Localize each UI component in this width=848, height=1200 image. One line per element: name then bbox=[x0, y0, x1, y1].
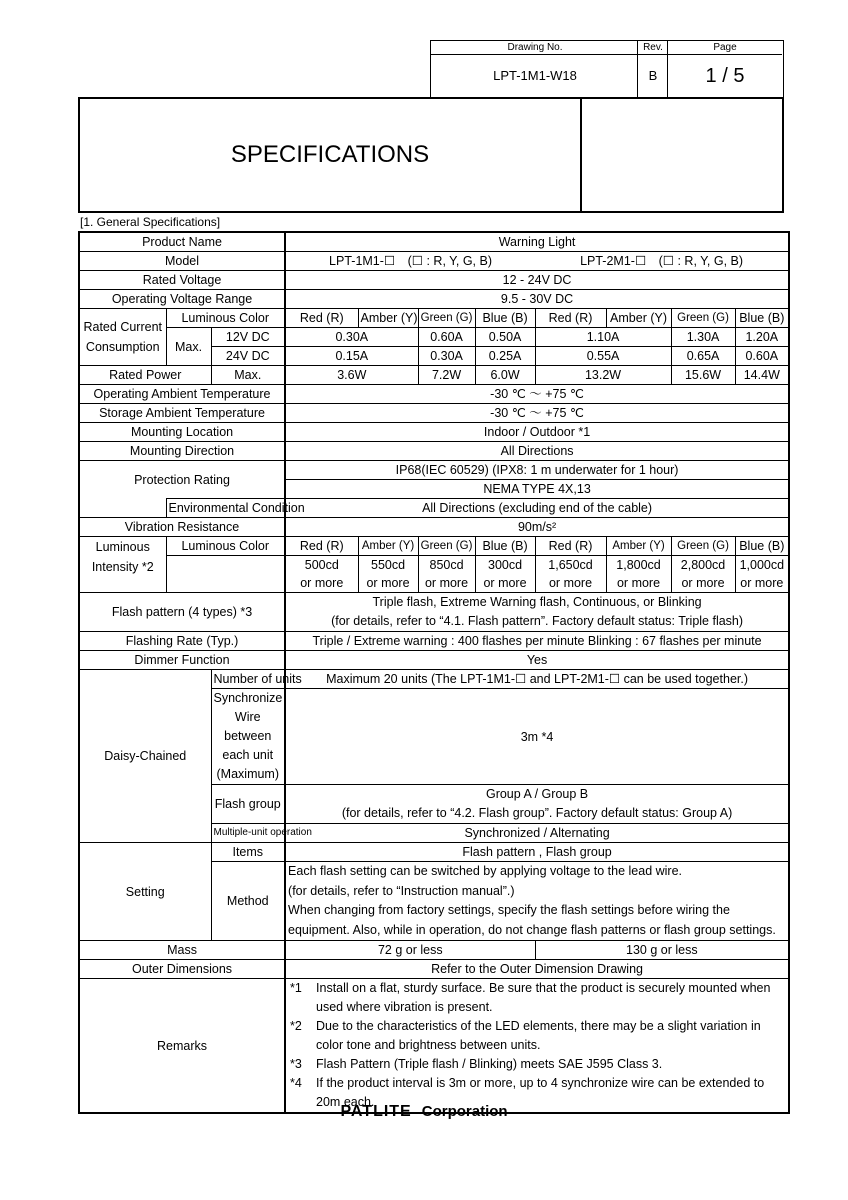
row-current-colors: Rated Current Consumption Luminous Color Red (R) Amber (Y) Green (G) Blue (B) Red (R) Amber (Y) Green (G) Blue (B) bbox=[79, 309, 789, 328]
row-daisy-units: Daisy-Chained Number of units Maximum 20 units (The LPT-1M1-☐ and LPT-2M1-☐ can be used together.) bbox=[79, 670, 789, 689]
row-protection-2: NEMA TYPE 4X,13 bbox=[79, 480, 789, 499]
row-dimmer: Dimmer Function Yes bbox=[79, 651, 789, 670]
footer bbox=[0, 1103, 848, 1121]
row-protection-1: Protection Rating IP68(IEC 60529) (IPX8: 1 m underwater for 1 hour) bbox=[79, 461, 789, 480]
spec-table bbox=[78, 231, 790, 1114]
title-box bbox=[78, 97, 784, 213]
row-environmental: Environmental Condition All Directions (excluding end of the cable) bbox=[79, 499, 789, 518]
row-flash-pattern: Flash pattern (4 types) *3 Triple flash, Extreme Warning flash, Continuous, or Blinking (for details, refer to “4.1. Flash pattern”. Factory default status: Triple flash) bbox=[79, 593, 789, 632]
row-product-name: Product Name Warning Light bbox=[79, 232, 789, 252]
row-model: Model LPT-1M1-☐ (☐ : R, Y, G, B) LPT-2M1-☐ (☐ : R, Y, G, B) bbox=[79, 252, 789, 271]
brand-logo: PATLITE bbox=[340, 1103, 412, 1120]
row-operating-temp: Operating Ambient Temperature -30 ℃ ～ +75 ℃ bbox=[79, 385, 789, 404]
row-remarks: Remarks *1 Install on a flat, sturdy surface. Be sure that the product is securely mounted when used where vibration is present. *2 Due to the characteristics of the LED elements, there may be a slight variation in color tone and brightness between units. *3 Flash Pattern (Triple flash / Blinking) meets SAE J595 Class 3. *4 If the product interval is 3m or more, up to 4 synchronize wire can be extended to 20m each. bbox=[79, 979, 789, 1114]
row-mounting-location: Mounting Location Indoor / Outdoor *1 bbox=[79, 423, 789, 442]
row-intensity-suffix: or more or more or more or more or more or more or more or more bbox=[79, 574, 789, 593]
brand-suffix: Corporation bbox=[421, 1103, 508, 1120]
row-daisy-group: Flash group Group A / Group B (for details, refer to “4.2. Flash group”. Factory default status: Group A) bbox=[79, 785, 789, 824]
row-outer-dimensions: Outer Dimensions Refer to the Outer Dimension Drawing bbox=[79, 960, 789, 979]
remark-item: *3 Flash Pattern (Triple flash / Blinking) meets SAE J595 Class 3. bbox=[290, 1057, 663, 1071]
row-intensity-values: 500cd 550cd 850cd 300cd 1,650cd 1,800cd 2,800cd 1,000cd bbox=[79, 556, 789, 575]
row-rated-power: Rated Power Max. 3.6W 7.2W 6.0W 13.2W 15.6W 14.4W bbox=[79, 366, 789, 385]
row-mounting-direction: Mounting Direction All Directions bbox=[79, 442, 789, 461]
row-storage-temp: Storage Ambient Temperature -30 ℃ ～ +75 ℃ bbox=[79, 404, 789, 423]
row-intensity-colors: Luminous Intensity *2 Luminous Color Red (R) Amber (Y) Green (G) Blue (B) Red (R) Amber (Y) Green (G) Blue (B) bbox=[79, 537, 789, 556]
row-operating-voltage: Operating Voltage Range 9.5 - 30V DC bbox=[79, 290, 789, 309]
row-daisy-sync: Synchronize Wire between each unit (Maximum) 3m *4 bbox=[79, 689, 789, 785]
page-number: 1 / 5 bbox=[705, 65, 745, 87]
rev-label: Rev. bbox=[638, 41, 668, 55]
drawing-header bbox=[430, 40, 784, 98]
row-daisy-multi: Multiple-unit operation Synchronized / Alternating bbox=[79, 824, 789, 843]
row-current-12v: Max. 12V DC 0.30A 0.60A 0.50A 1.10A 1.30A 1.20A bbox=[79, 328, 789, 347]
row-setting-items: Setting Items Flash pattern , Flash group bbox=[79, 843, 789, 862]
section-title: [1. General Specifications] bbox=[80, 215, 221, 229]
rev-value: B bbox=[648, 68, 658, 83]
row-rated-voltage: Rated Voltage 12 - 24V DC bbox=[79, 271, 789, 290]
row-vibration: Vibration Resistance 90m/s² bbox=[79, 518, 789, 537]
page-label: Page bbox=[668, 41, 782, 55]
drawing-no-label: Drawing No. bbox=[431, 41, 639, 55]
remark-item: *2 Due to the characteristics of the LED elements, there may be a slight variation in color tone and brightness between units. bbox=[290, 1019, 761, 1052]
row-setting-method: Method Each flash setting can be switched by applying voltage to the lead wire. (for details, refer to “Instruction manual”.) When changing from factory settings, specify the flash settings before wiring the equipment. Also, while in operation, do not change flash patterns or flash group settings. bbox=[79, 862, 789, 941]
remarks-list bbox=[286, 979, 788, 1112]
page-title: SPECIFICATIONS bbox=[230, 141, 430, 168]
remark-item: *4 If the product interval is 3m or more, up to 4 synchronize wire can be extended to 20m each. bbox=[290, 1076, 765, 1109]
remark-item: *1 Install on a flat, sturdy surface. Be sure that the product is securely mounted when used where vibration is present. bbox=[290, 981, 771, 1014]
row-mass: Mass 72 g or less 130 g or less bbox=[79, 941, 789, 960]
row-flashing-rate: Flashing Rate (Typ.) Triple / Extreme warning : 400 flashes per minute Blinking : 67 flashes per minute bbox=[79, 632, 789, 651]
row-current-24v: 24V DC 0.15A 0.30A 0.25A 0.55A 0.65A 0.60A bbox=[79, 347, 789, 366]
drawing-no: LPT-1M1-W18 bbox=[493, 68, 577, 83]
